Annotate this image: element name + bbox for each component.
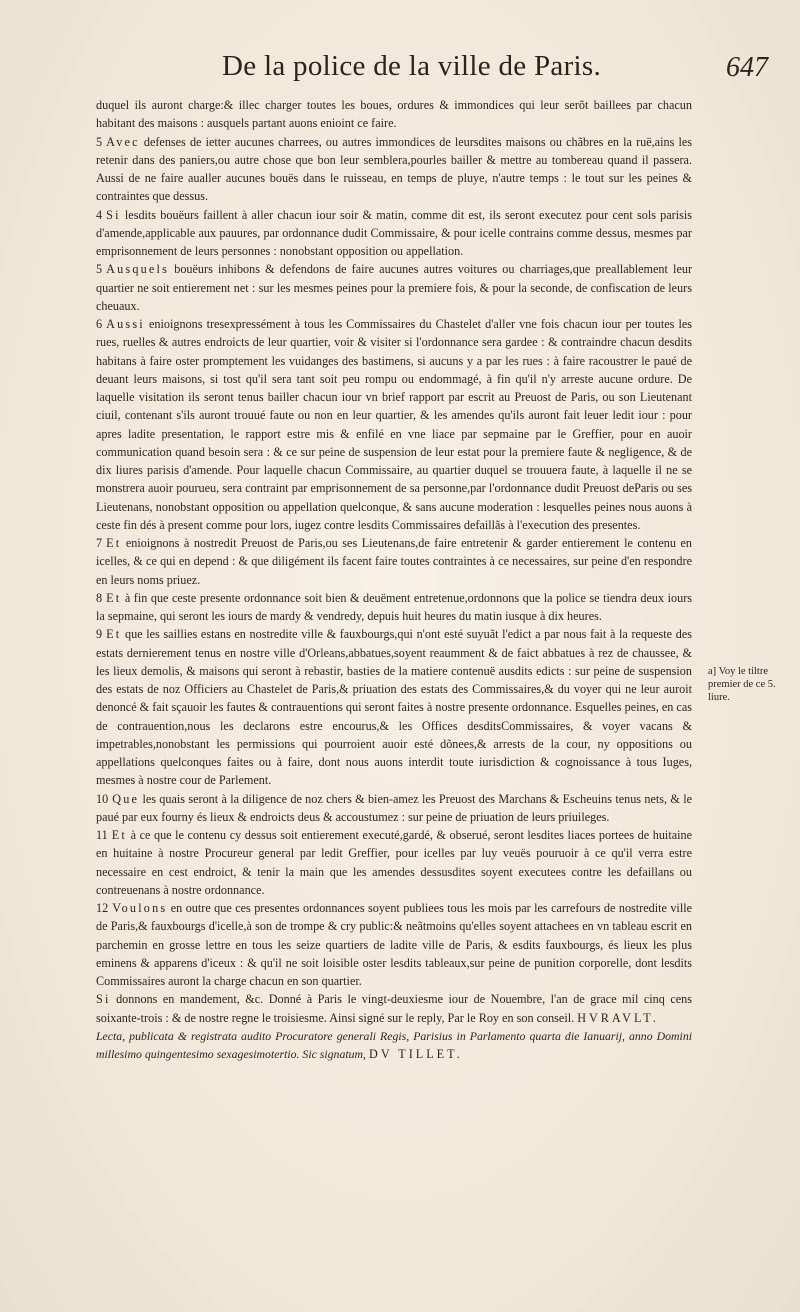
paragraph: 12 Voulons en outre que ces presentes ordonnances soyent publiees tous les mois par les carrefours de nostredite ville de Paris,& fauxbourgs d'icelle,à son de trompe & cry public:& neãtmoins qu'elles soyent attachees en vn tableau escrit en parchemin en grosse lettre en tous les seize quartiers de ladite ville de Paris, & esdits fauxbourgs, és lieux les plus eminens & apparens d'iceux : & qu'il ne soit loisible oster lesdits tableaux,sur peine de punition corporelle, dont lesdits Commissaires auront la charge chacun en son quartier. [96, 901, 692, 988]
paragraph: 4 Si lesdits bouëurs faillent à aller chacun iour soir & matin, comme dit est, ils seront executez pour cent sols parisis d'amende,applicable aux pauures, par ordonnance dudit Commissaire, & pour icelle contrains comme dessus, mesmes par emprisonnement de leurs personnes : nonobstant opposition ou appellation. [96, 207, 692, 258]
paragraph: Si donnons en mandement, &c. Donné à Paris le vingt-deuxiesme iour de Nouembre, l'an de grace mil cinq cens soixante-trois : & de nostre regne le troisiesme. Ainsi signé sur le reply, Par le Roy en son conseil. HVRAVLT. [96, 992, 692, 1025]
article-number: 4 [96, 207, 103, 222]
page-title: De la police de la ville de Paris. [222, 50, 602, 82]
article-number: 12 [96, 901, 109, 915]
paragraph: 5 Avec defenses de ietter aucunes charrees, ou autres immondices de leursdites maisons ou chãbres en la ruë,ains les retenir dans des paniers,ou autre chose que bon leur semblera,pourles bailler & mettre au tombereau quand il passera. Aussi de ne faire aualler aucunes bouës dans le ruisseau, en temps de pluye, n'autre temps : le tout sur les peines & contraintes que dessus. [96, 134, 692, 204]
article-number: 8 [96, 590, 103, 605]
article-number: 9 [96, 627, 103, 642]
signature-hvravlt: HVRAVLT. [577, 1010, 659, 1025]
paragraph: 6 Aussi enioignons tresexpressément à tous les Commissaires du Chastelet d'aller vne fois chacun iour per toutes les rues, ruelles & autres endroicts de leur quartier, voir & visiter si l'ordonnance sera gardee : & contraindre chacun desdits habitans à faire oster promptement les vuidanges des bastimens, si aucuns y a par les rues : à faire racoustrer le paué de deuant leurs maisons, si tost qu'il sera tant soit peu rompu ou endommagé, à fin qu'il n'y arreste aucune ordure. De laquelle visitation ils seront tenus bailler chacun iour vn brief rapport par escrit au Preuost de Paris, ou son Lieutenant ciuil, contenant s'ils auront trouué faute ou non en leur quartier, & les amendes qu'ils auront fait leuer ledit iour : pour apres ladite presentation, le rapport estre mis & enfilé en vne liace par sepmaine par le Greffier, pour en auoir communication quand besoin sera : & ce sur peine de suspension de leur estat pour la premiere faute & negligence, & de dix liures parisis d'amende. Pour laquelle chacun Commissaire, au quartier duquel se trouuera faute, à laquelle il ne se monstrera auoir pourueu, sera contraint par emprisonnement de sa personne,par l'ordonnance dudit Preuost deParis ou ses Lieutenans, nonobstant opposition ou appellation quelconque, & sans aucune moderation : lesquelles peines nous auons à ceste fin dés à present comme pour lors, iugez contre lesdits Commissaires defaillãs à l'execution des presentes. [96, 317, 692, 532]
paragraph: 11 Et à ce que le contenu cy dessus soit entierement executé,gardé, & obserué, seront lesdites liaces portees de huitaine en huitaine à nostre Procureur general par ledit Greffier, pour icelles par luy veuës pouruoir à ce qu'il verra estre necessaire en cest endroict, & tenir la main que les amendes dessusdites soyent executees contre les defaillans ou contreuenans à nostre ordonnance. [96, 828, 693, 897]
margin-note: a] Voy le tiltre premier de ce 5. liure. [708, 666, 776, 703]
paragraph: 8 Et à fin que ceste presente ordonnance soit bien & deuëment entretenue,ordonnons que la police se tiendra deux iours la sepmaine, qui seront les iours de mardy & vendredy, depuis huit heures du matin iusque à dix heures. [96, 590, 693, 623]
body-text [96, 96, 692, 1063]
paragraph: 9 Et que les saillies estans en nostredite ville & fauxbourgs,qui n'ont esté suyuãt l'edict a par nous fait à la requeste des estats dernierement tenus en nostre ville d'Orleans,abbatues,soyent reaumment & de faict abbatues à rez de chaussee, & les lieux demolis, & maisons qui seront à rebastir, basties de la matiere contenuë ausdits edicts : sur peine de suspension des estats de noz Officiers au Chastelet de Paris,& priuation des estats des Commissaires,& du voyer qui ne leur auroit denoncé & fait sçauoir les fautes & contrauentions qui seront faites à nostre presente ordonnance. Esquelles peines, en cas de contrauention,nous les declarons estre encourus,& les Offices desditsCommissaires, & voyer vacans & impetrables,nonobstant les permissions qui pourroient auoir esté dõnees,& arrests de la cour, ny oppositions ou appellations quelconques faites ou à faire, dont nous auons interdit toute iurisdiction & cognoissance à tous Iuges, mesmes à nostre cour de Parlement. [96, 627, 692, 788]
article-number: 7 [96, 536, 103, 550]
paragraph: 7 Et enioignons à nostredit Preuost de Paris,ou ses Lieutenans,de faire entretenir & garder entierement le contenu en icelles, & ce qui en depend : & que diligément ils facent faire toutes contraintes à ce necessaires, sur peine d'en respondre en leurs noms priuez. [96, 536, 693, 587]
article-number: 11 [96, 828, 108, 842]
signature-du-tillet: DV TILLET. [369, 1047, 463, 1061]
article-number: 10 [96, 791, 109, 806]
article-number: 5 [96, 262, 103, 277]
paragraph: 5 Ausquels bouëurs inhibons & defendons de faire aucunes autres voitures ou charriages,que preallablement leur quartier ne soit entierement net : sur les mesmes peines pour la premiere fois, & pour la seconde, de confiscation de leurs cheuaux. [96, 262, 693, 313]
article-number: 6 [96, 317, 103, 331]
paragraph: 10 Que les quais seront à la diligence de noz chers & bien-amez les Preuost des Marchans & Escheuins tenus nets, & le paué par eux fourny és lieux & endroicts deus & accoustumez : sur peine de priuation de leurs priuileges. [96, 791, 693, 824]
latin-registration-note: Lecta, publicata & registrata audito Procuratore generali Regis, Parisius in Parlamento quarta die Ianuarij, anno Domini millesimo quingentesimo sexagesimotertio. Sic signatum, DV TILLET. [96, 1028, 692, 1061]
paragraph: duquel ils auront charge:& illec charger toutes les boues, ordures & immondices qui leur serõt baillees par chacun habitant des maisons : ausquels partant auons enioint ce faire. [96, 98, 692, 131]
page-number: 647 [726, 52, 768, 83]
article-number: 5 [96, 134, 103, 149]
running-head [210, 50, 770, 90]
